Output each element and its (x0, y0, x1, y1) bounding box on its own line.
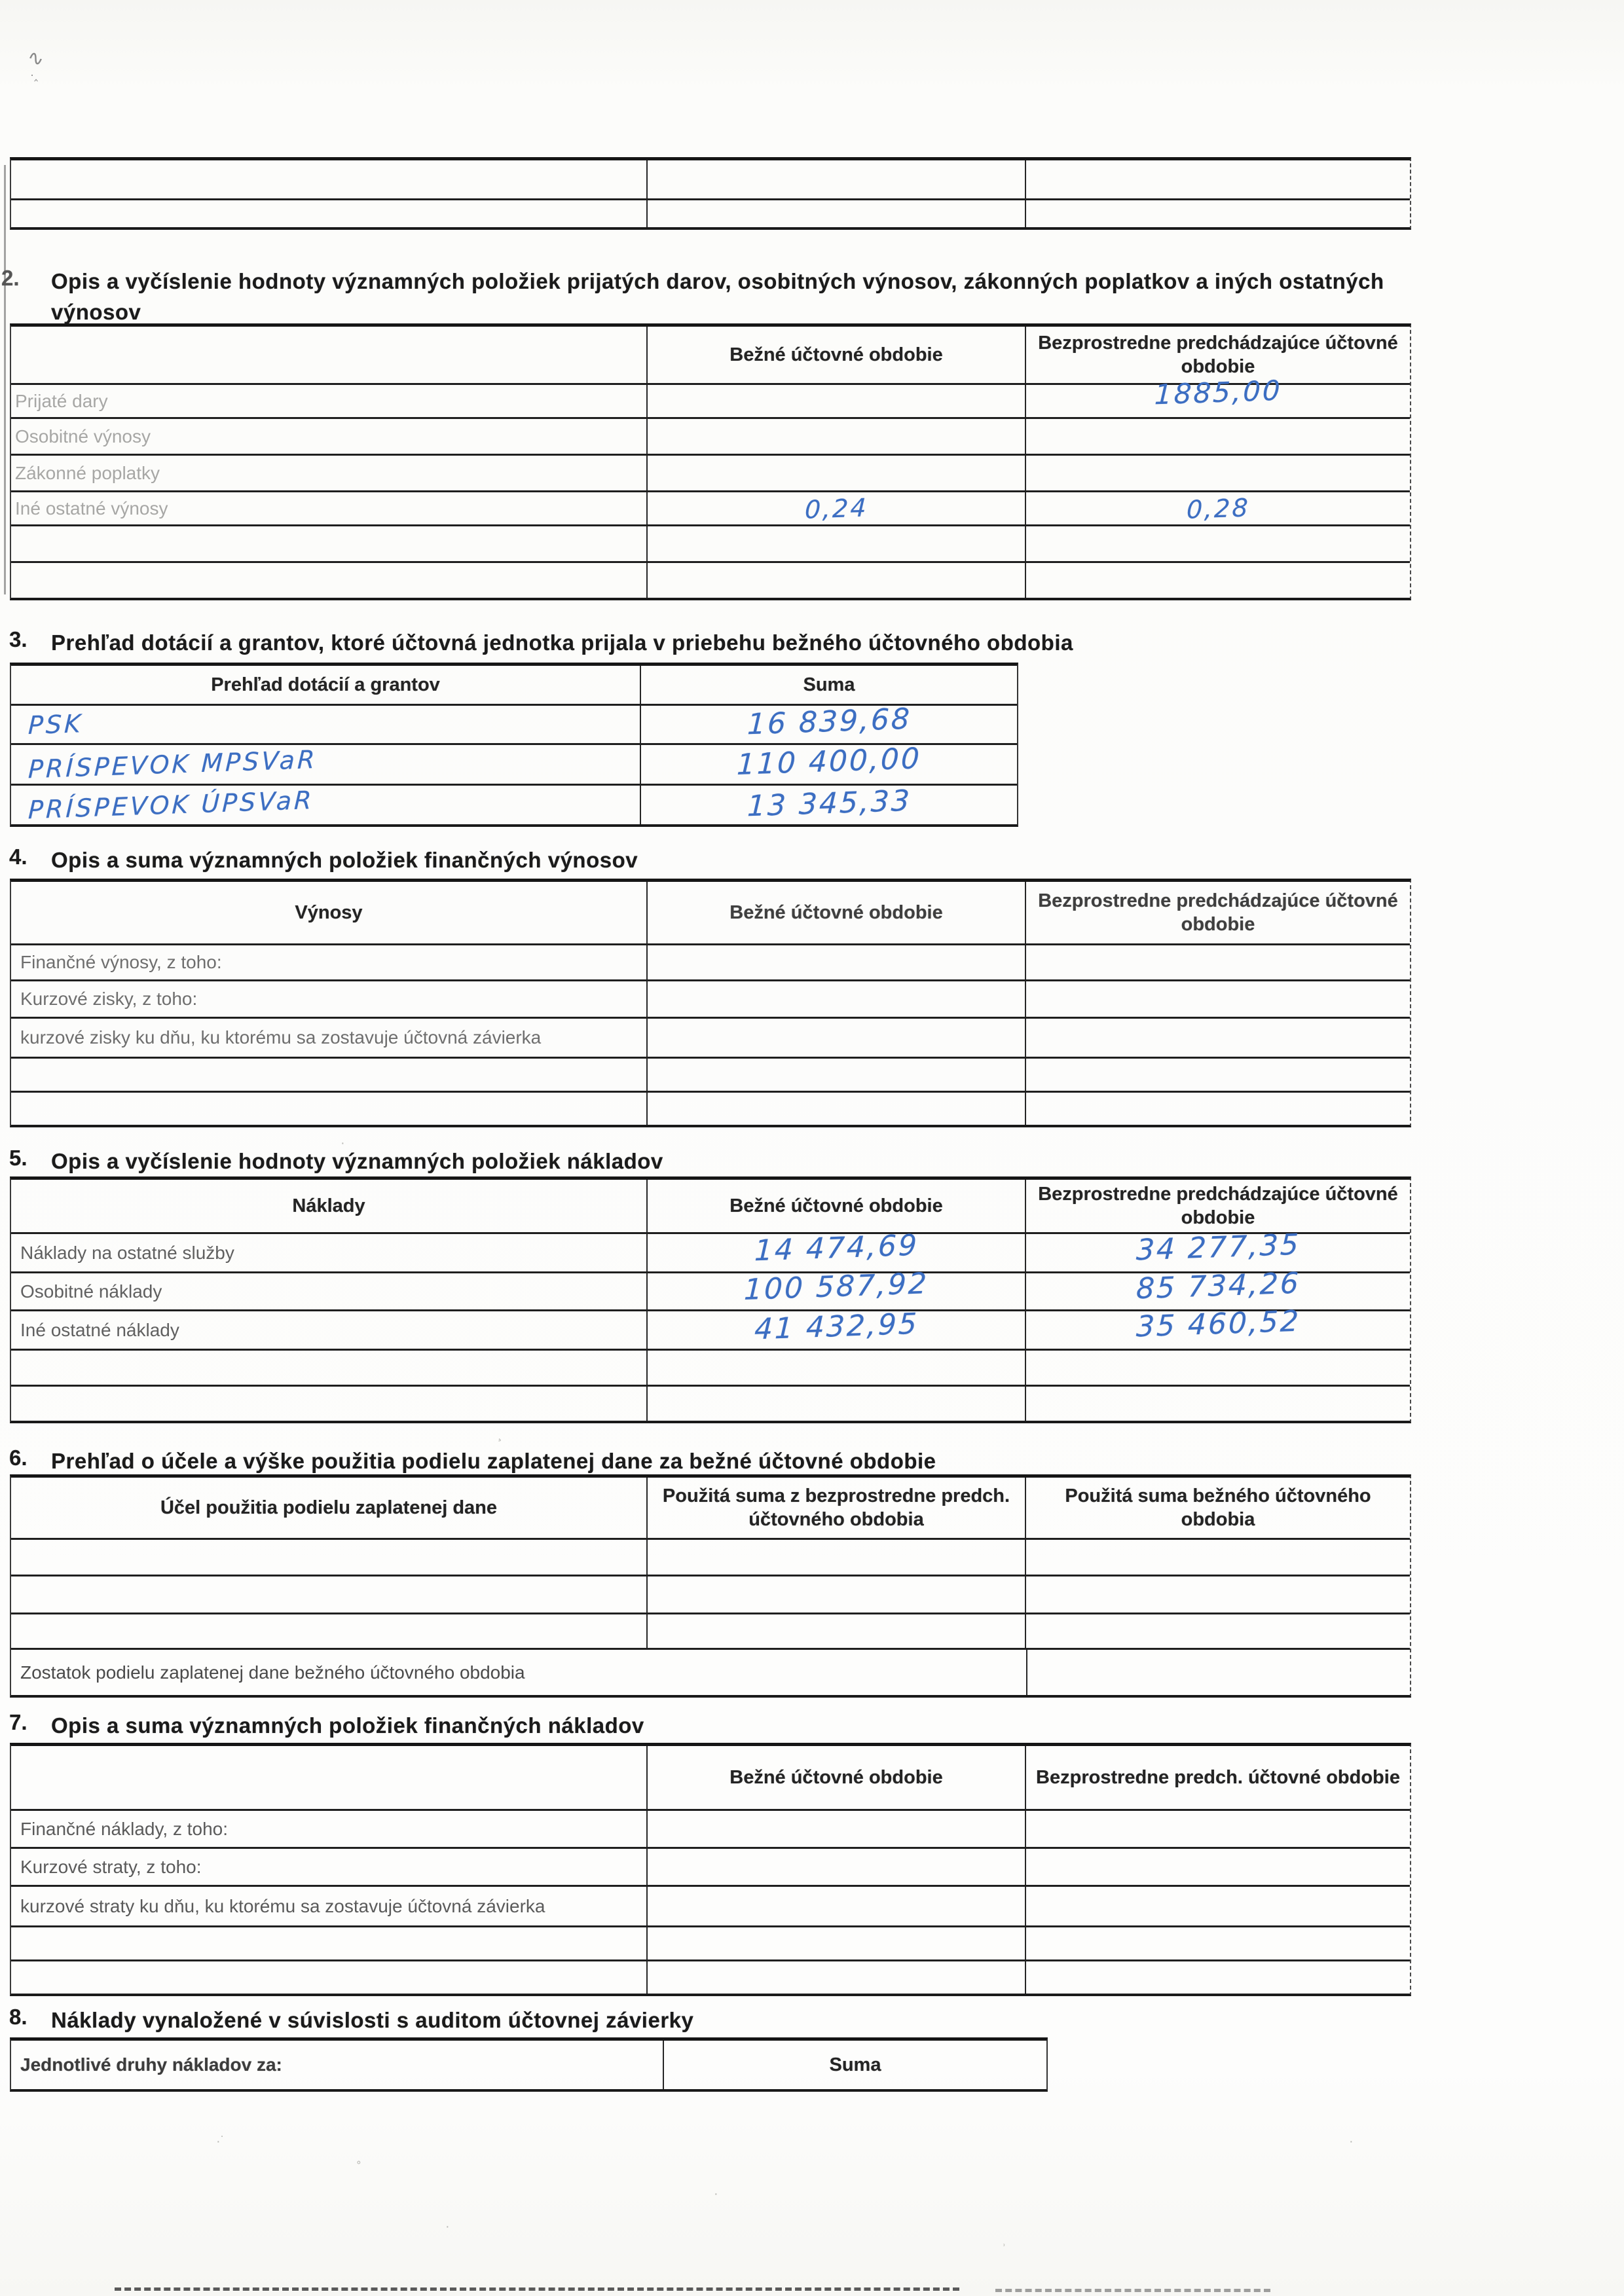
table-row (11, 1385, 1410, 1421)
section-title: Opis a suma významných položiek finančných nákladov (51, 1713, 644, 1738)
section-4-table (10, 879, 1411, 1127)
empty-cell (646, 385, 1025, 417)
empty-cell (646, 1093, 1025, 1125)
table-row (11, 1885, 1410, 1925)
empty-cell (646, 1059, 1025, 1091)
scan-bottom-edge-artifact (115, 2287, 959, 2291)
grant-suma-cell (640, 742, 1017, 784)
empty-cell (11, 526, 646, 561)
empty-cell (646, 1576, 1025, 1613)
column-header-vynosy: Výnosy (295, 902, 363, 923)
row-label: Kurzové straty, z toho: (20, 1856, 202, 1877)
table-row (11, 561, 1410, 598)
handwritten-grant-name: PRÍSPEVOK MPSVaR (28, 744, 318, 784)
scan-speck: ˒ (1002, 2236, 1006, 2250)
section-5-heading (0, 1146, 1428, 1176)
empty-cell (646, 526, 1025, 561)
empty-header-cell (11, 1746, 646, 1809)
scan-speck: · (445, 2219, 450, 2234)
empty-cell (1025, 1387, 1410, 1421)
pen-squiggle-mark: ∿ (25, 46, 46, 71)
section-7-heading (0, 1710, 1428, 1741)
section-number: 8. (9, 2005, 28, 2029)
section-title: Náklady vynaložené v súvislosti s auditom účtovnej závierky (51, 2008, 694, 2032)
empty-cell (11, 1927, 646, 1959)
grant-name-cell (11, 745, 640, 784)
empty-cell (1025, 1019, 1410, 1057)
section-5-table (10, 1176, 1411, 1423)
handwritten-value: 34 277,35 (1135, 1228, 1301, 1267)
zostatok-row (11, 1648, 1410, 1695)
empty-cell (646, 1961, 1025, 1994)
empty-cell (11, 1093, 646, 1125)
row-label: Náklady na ostatné služby (20, 1242, 234, 1263)
empty-cell (11, 1387, 646, 1421)
handwritten-value: 35 460,52 (1135, 1304, 1301, 1344)
zostatok-label: Zostatok podielu zaplatenej dane bežného účtovného obdobia (20, 1662, 525, 1683)
column-header-current: Bežné účtovné obdobie (646, 882, 1025, 943)
column-header-current: Bežné účtovné obdobie (646, 1746, 1025, 1809)
scan-speck: ˚ (357, 2160, 361, 2175)
empty-cell (11, 1576, 646, 1613)
handwritten-value: 16 839,68 (746, 702, 912, 742)
empty-header-cell (11, 327, 646, 383)
column-header-suma: Suma (640, 666, 1017, 704)
section-3-table (10, 663, 1018, 827)
empty-cell (646, 1927, 1025, 1959)
section-number: 3. (9, 627, 28, 651)
table-row (11, 1613, 1410, 1648)
row-label: Osobitné náklady (20, 1281, 162, 1302)
column-header-previous: Bezprostredne predchádzajúce účtovné obdobie (1025, 327, 1410, 383)
empty-cell (11, 200, 646, 227)
section-title: Opis a vyčíslenie hodnoty významných položiek prijatých darov, osobitných výnosov, zákonných poplatkov a iných ostatných výnosov (51, 269, 1384, 324)
table-row (11, 704, 1017, 743)
column-header-grants: Prehľad dotácií a grantov (211, 674, 440, 695)
top-partial-table (10, 157, 1411, 230)
table-header-row (11, 1180, 1410, 1232)
row-label: Finančné náklady, z toho: (20, 1818, 229, 1839)
empty-cell (1025, 1351, 1410, 1385)
column-header-ucel: Účel použitia podielu zaplatenej dane (160, 1497, 498, 1518)
row-label: Osobitné výnosy (15, 426, 151, 446)
column-header-previous: Bezprostredne predchádzajúce účtovné obdobie (1025, 1180, 1410, 1232)
empty-cell (1025, 160, 1410, 198)
scan-speck: ¸ (498, 1427, 502, 1442)
table-header-row (11, 2041, 1046, 2089)
empty-cell (646, 1887, 1025, 1925)
handwritten-value: 1885,00 (1153, 374, 1283, 411)
empty-cell (1025, 1887, 1410, 1925)
empty-cell (1025, 200, 1410, 227)
table-header-row (11, 1478, 1410, 1538)
empty-cell (11, 1059, 646, 1091)
empty-cell (11, 1351, 646, 1385)
row-label: kurzové straty ku dňu, ku ktorému sa zostavuje účtovná závierka (20, 1895, 545, 1916)
empty-cell (1025, 1927, 1410, 1959)
table-row (11, 1266, 1410, 1309)
table-header-row (11, 882, 1410, 943)
column-header-previous: Bezprostredne predchádzajúce účtovné obdobie (1025, 882, 1410, 943)
empty-cell (646, 419, 1025, 454)
empty-cell (1025, 419, 1410, 454)
table-row (11, 417, 1410, 454)
table-row (11, 198, 1410, 227)
row-label: Finančné výnosy, z toho: (20, 952, 222, 972)
table-row (11, 1575, 1410, 1613)
section-6-heading (0, 1446, 1428, 1476)
scan-speck: · (714, 2187, 718, 2201)
table-row (11, 490, 1410, 524)
section-3-heading (0, 627, 1428, 658)
handwritten-value: 0,28 (1185, 492, 1251, 524)
empty-cell (1025, 1961, 1410, 1994)
empty-cell (646, 563, 1025, 598)
scan-speck: · (341, 1136, 345, 1150)
table-row (11, 1349, 1410, 1385)
empty-cell (646, 1811, 1025, 1847)
empty-cell (1025, 981, 1410, 1017)
table-row (11, 524, 1410, 561)
column-header-naklady: Náklady (292, 1195, 365, 1216)
table-row (11, 1057, 1410, 1091)
column-header-pouzita-predch: Použitá suma z bezprostredne predch. účtovného obdobia (646, 1478, 1025, 1538)
section-6-table (10, 1474, 1411, 1698)
scan-speck: ·˙ (216, 2134, 225, 2149)
section-title: Prehľad dotácií a grantov, ktoré účtovná jednotka prijala v priebehu bežného účtovného obdobia (51, 630, 1073, 655)
empty-cell (11, 1540, 646, 1575)
handwritten-grant-name: PSK (28, 708, 84, 740)
empty-cell (646, 945, 1025, 979)
empty-cell (646, 1351, 1025, 1385)
empty-cell (646, 981, 1025, 1017)
table-row (11, 943, 1410, 979)
handwritten-value: 14 474,69 (753, 1228, 919, 1268)
table-row (11, 1091, 1410, 1125)
empty-cell (646, 456, 1025, 490)
scan-edge-artifact (4, 165, 6, 594)
value-cell (646, 1307, 1025, 1349)
column-header-pouzita-bezna: Použitá suma bežného účtovného obdobia (1025, 1478, 1410, 1538)
table-row (11, 784, 1017, 824)
handwritten-grant-name: PRÍSPEVOK ÚPSVaR (28, 785, 315, 824)
column-header-druhy-nakladov: Jednotlivé druhy nákladov za: (20, 2054, 282, 2075)
table-row (11, 1809, 1410, 1847)
value-cell (646, 1267, 1025, 1309)
table-row (11, 1017, 1410, 1057)
column-header-suma: Suma (663, 2041, 1046, 2089)
table-row (11, 454, 1410, 490)
empty-cell (11, 1614, 646, 1648)
handwritten-value: 100 587,92 (743, 1267, 929, 1307)
handwritten-value: 110 400,00 (736, 742, 922, 782)
column-header-previous-short: Bezprostredne predch. účtovné obdobie (1025, 1746, 1410, 1809)
empty-cell (1025, 526, 1410, 561)
grant-name-cell (11, 786, 640, 824)
empty-cell (646, 160, 1025, 198)
value-cell (1025, 1304, 1410, 1349)
section-4-heading (0, 845, 1428, 875)
value-cell (1025, 374, 1410, 417)
row-label: Prijaté dary (15, 390, 108, 411)
value-cell (646, 492, 1025, 524)
table-row (11, 1304, 1410, 1349)
table-row (11, 1847, 1410, 1885)
empty-cell (1025, 945, 1410, 979)
table-row (11, 1925, 1410, 1959)
handwritten-value: 0,24 (803, 492, 869, 524)
value-cell (1025, 1228, 1410, 1271)
empty-cell (1026, 1650, 1410, 1695)
row-label: Iné ostatné náklady (20, 1319, 179, 1340)
section-2-table (10, 323, 1411, 600)
section-number: 5. (9, 1146, 28, 1170)
empty-cell (11, 563, 646, 598)
table-row (11, 374, 1410, 417)
row-label: Iné ostatné výnosy (15, 498, 168, 519)
empty-cell (1025, 1059, 1410, 1091)
value-cell (1025, 1266, 1410, 1309)
section-number: 2. (1, 266, 20, 290)
handwritten-value: 85 734,26 (1135, 1266, 1301, 1306)
section-7-table (10, 1743, 1411, 1996)
section-number: 4. (9, 845, 28, 869)
grant-suma-cell (640, 786, 1017, 824)
section-8-heading (0, 2005, 1428, 2035)
table-row (11, 1538, 1410, 1575)
value-cell (1025, 492, 1410, 524)
section-number: 6. (9, 1446, 28, 1470)
empty-cell (646, 1614, 1025, 1648)
empty-cell (1025, 1811, 1410, 1847)
column-header-current: Bežné účtovné obdobie (646, 1180, 1025, 1232)
handwritten-value: 41 432,95 (753, 1307, 919, 1347)
empty-cell (1025, 1540, 1410, 1575)
empty-cell (1025, 1849, 1410, 1885)
section-title: Opis a vyčíslenie hodnoty významných položiek nákladov (51, 1149, 663, 1173)
value-cell (646, 1228, 1025, 1271)
handwritten-value: 13 345,33 (746, 784, 912, 824)
scan-bottom-edge-artifact (995, 2289, 1270, 2292)
table-row (11, 979, 1410, 1017)
grant-suma-cell (640, 702, 1017, 743)
table-row (11, 1228, 1410, 1271)
table-header-row (11, 666, 1017, 704)
table-row (11, 160, 1410, 198)
row-label: Zákonné poplatky (15, 462, 160, 483)
table-row (11, 743, 1017, 784)
pen-dot-mark: ·‸ (30, 68, 39, 81)
empty-cell (646, 1019, 1025, 1057)
empty-cell (1025, 456, 1410, 490)
table-row (11, 1959, 1410, 1994)
empty-cell (11, 1961, 646, 1994)
section-2-heading (0, 266, 1428, 327)
grant-name-cell (11, 706, 640, 743)
empty-cell (1025, 1576, 1410, 1613)
empty-cell (646, 1540, 1025, 1575)
table-header-row (11, 1746, 1410, 1809)
scan-speck: · (1349, 2134, 1354, 2149)
empty-cell (1025, 1614, 1410, 1648)
column-header-current: Bežné účtovné obdobie (646, 327, 1025, 383)
empty-cell (646, 1387, 1025, 1421)
table-header-row (11, 327, 1410, 383)
row-label: kurzové zisky ku dňu, ku ktorému sa zostavuje účtovná závierka (20, 1027, 542, 1048)
section-number: 7. (9, 1710, 28, 1734)
section-title: Opis a suma významných položiek finančných výnosov (51, 848, 638, 872)
empty-cell (646, 1849, 1025, 1885)
empty-cell (11, 160, 646, 198)
section-8-table (10, 2037, 1048, 2092)
empty-cell (1025, 563, 1410, 598)
empty-cell (646, 200, 1025, 227)
section-title: Prehľad o účele a výške použitia podielu zaplatenej dane za bežné účtovné obdobie (51, 1449, 936, 1473)
row-label: Kurzové zisky, z toho: (20, 989, 198, 1009)
empty-cell (1025, 1093, 1410, 1125)
